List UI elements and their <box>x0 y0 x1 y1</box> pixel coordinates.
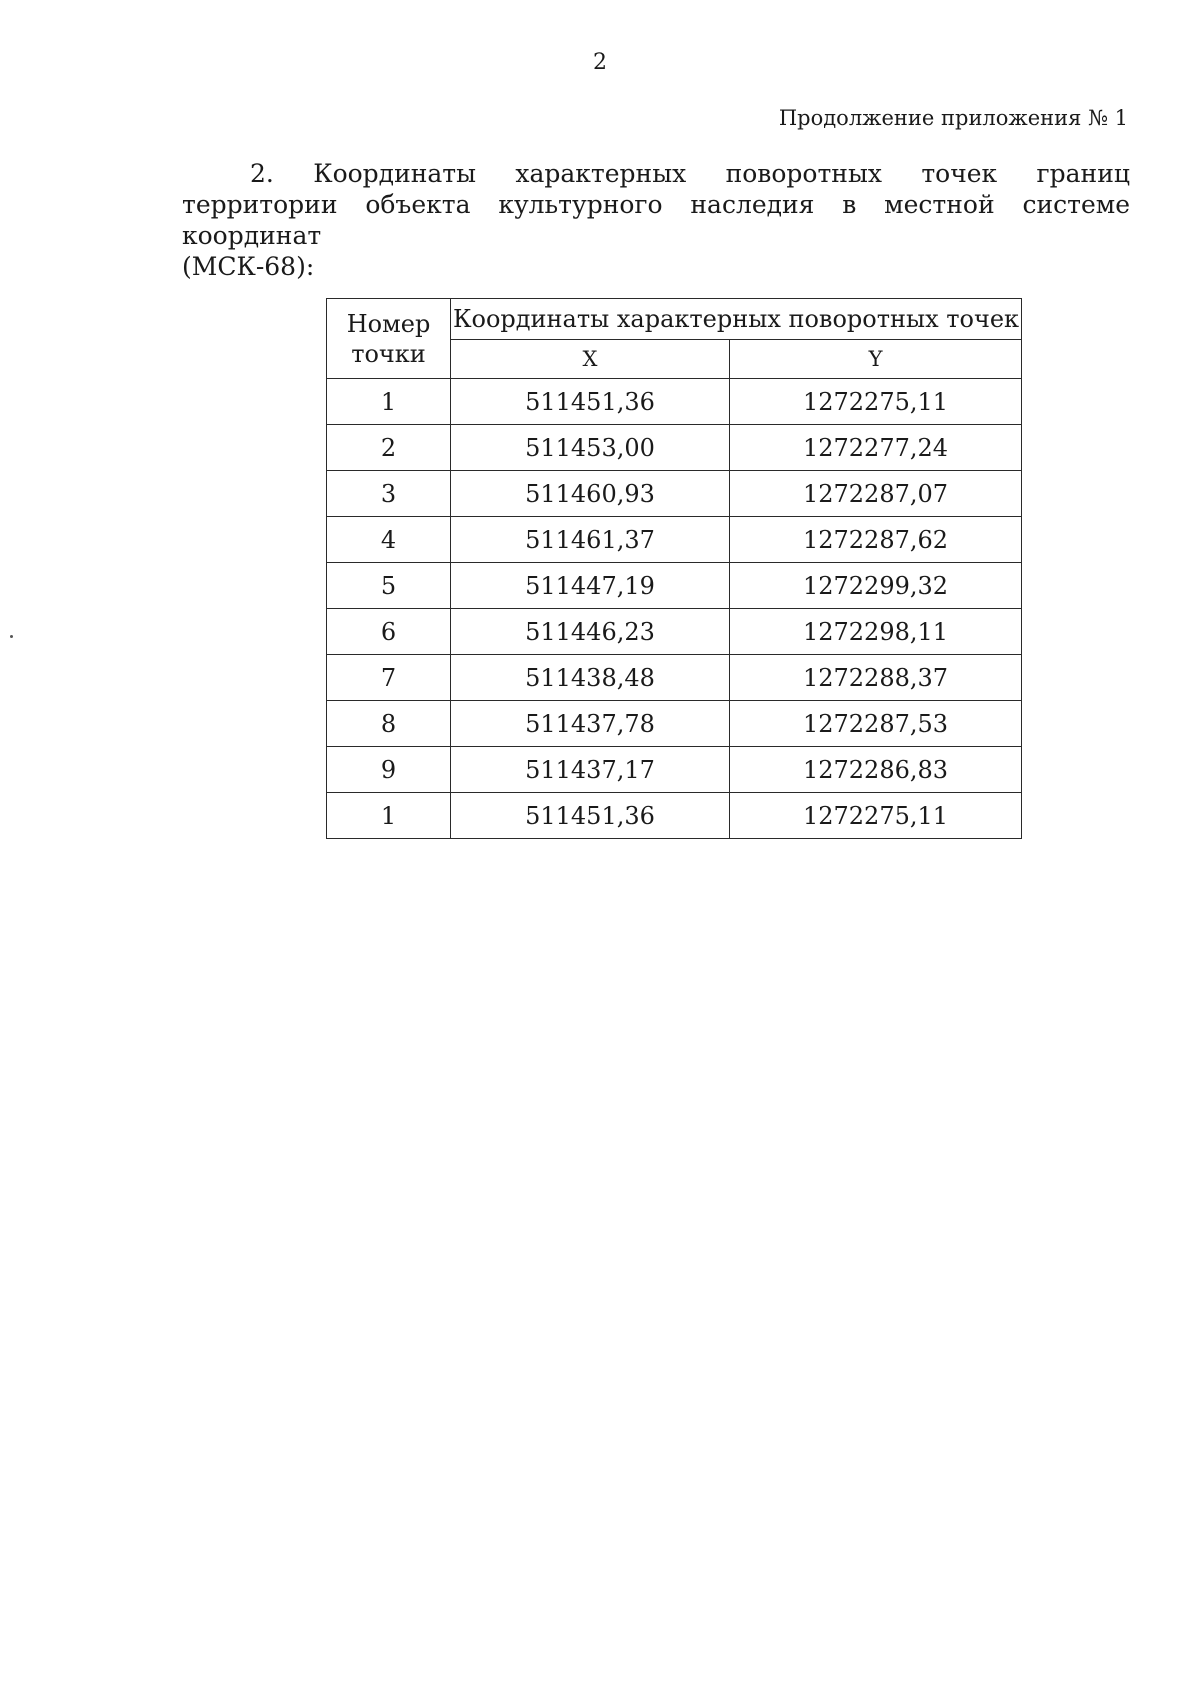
header-x: X <box>451 340 730 379</box>
cell-x: 511437,78 <box>451 701 730 747</box>
table-row <box>327 655 1022 701</box>
coordinates-table <box>326 298 1022 839</box>
cell-point: 1 <box>327 379 451 425</box>
cell-y: 1272299,32 <box>730 563 1022 609</box>
table-row <box>327 793 1022 839</box>
table-row <box>327 379 1022 425</box>
cell-y: 1272288,37 <box>730 655 1022 701</box>
paragraph-word: точек <box>921 159 998 188</box>
cell-x: 511453,00 <box>451 425 730 471</box>
cell-x: 511460,93 <box>451 471 730 517</box>
paragraph-word: поворотных <box>725 159 882 188</box>
cell-x: 511437,17 <box>451 747 730 793</box>
table-row <box>327 563 1022 609</box>
annex-note: Продолжение приложения № 1 <box>778 106 1128 130</box>
cell-point: 3 <box>327 471 451 517</box>
cell-x: 511461,37 <box>451 517 730 563</box>
table-row <box>327 517 1022 563</box>
cell-x: 511451,36 <box>451 379 730 425</box>
cell-point: 4 <box>327 517 451 563</box>
paragraph-word: 2. <box>250 159 274 188</box>
cell-point: 8 <box>327 701 451 747</box>
cell-y: 1272275,11 <box>730 793 1022 839</box>
header-y: Y <box>730 340 1022 379</box>
cell-y: 1272286,83 <box>730 747 1022 793</box>
paragraph-word: границ <box>1036 159 1130 188</box>
table-row <box>327 425 1022 471</box>
table-row <box>327 609 1022 655</box>
cell-point: 2 <box>327 425 451 471</box>
table-row <box>327 471 1022 517</box>
header-coordinates: Координаты характерных поворотных точек <box>451 299 1022 340</box>
cell-point: 1 <box>327 793 451 839</box>
cell-point: 9 <box>327 747 451 793</box>
cell-y: 1272277,24 <box>730 425 1022 471</box>
paragraph-line-3: (МСК-68): <box>182 252 315 281</box>
cell-x: 511446,23 <box>451 609 730 655</box>
table-row <box>327 747 1022 793</box>
cell-x: 511447,19 <box>451 563 730 609</box>
header-point-number: Номер точки <box>327 299 451 379</box>
cell-y: 1272298,11 <box>730 609 1022 655</box>
paragraph-line-1 <box>182 158 1130 189</box>
cell-y: 1272287,62 <box>730 517 1022 563</box>
cell-x: 511451,36 <box>451 793 730 839</box>
cell-point: 5 <box>327 563 451 609</box>
page-number: 2 <box>593 50 607 75</box>
cell-x: 511438,48 <box>451 655 730 701</box>
cell-point: 7 <box>327 655 451 701</box>
cell-point: 6 <box>327 609 451 655</box>
cell-y: 1272275,11 <box>730 379 1022 425</box>
section-paragraph <box>182 158 1130 282</box>
cell-y: 1272287,07 <box>730 471 1022 517</box>
paragraph-line-2: территории объекта культурного наследия в местной системе координат <box>182 190 1130 250</box>
cell-y: 1272287,53 <box>730 701 1022 747</box>
table-row <box>327 701 1022 747</box>
paragraph-word: Координаты <box>313 159 477 188</box>
paragraph-word: характерных <box>515 159 687 188</box>
scan-speck <box>10 635 13 638</box>
